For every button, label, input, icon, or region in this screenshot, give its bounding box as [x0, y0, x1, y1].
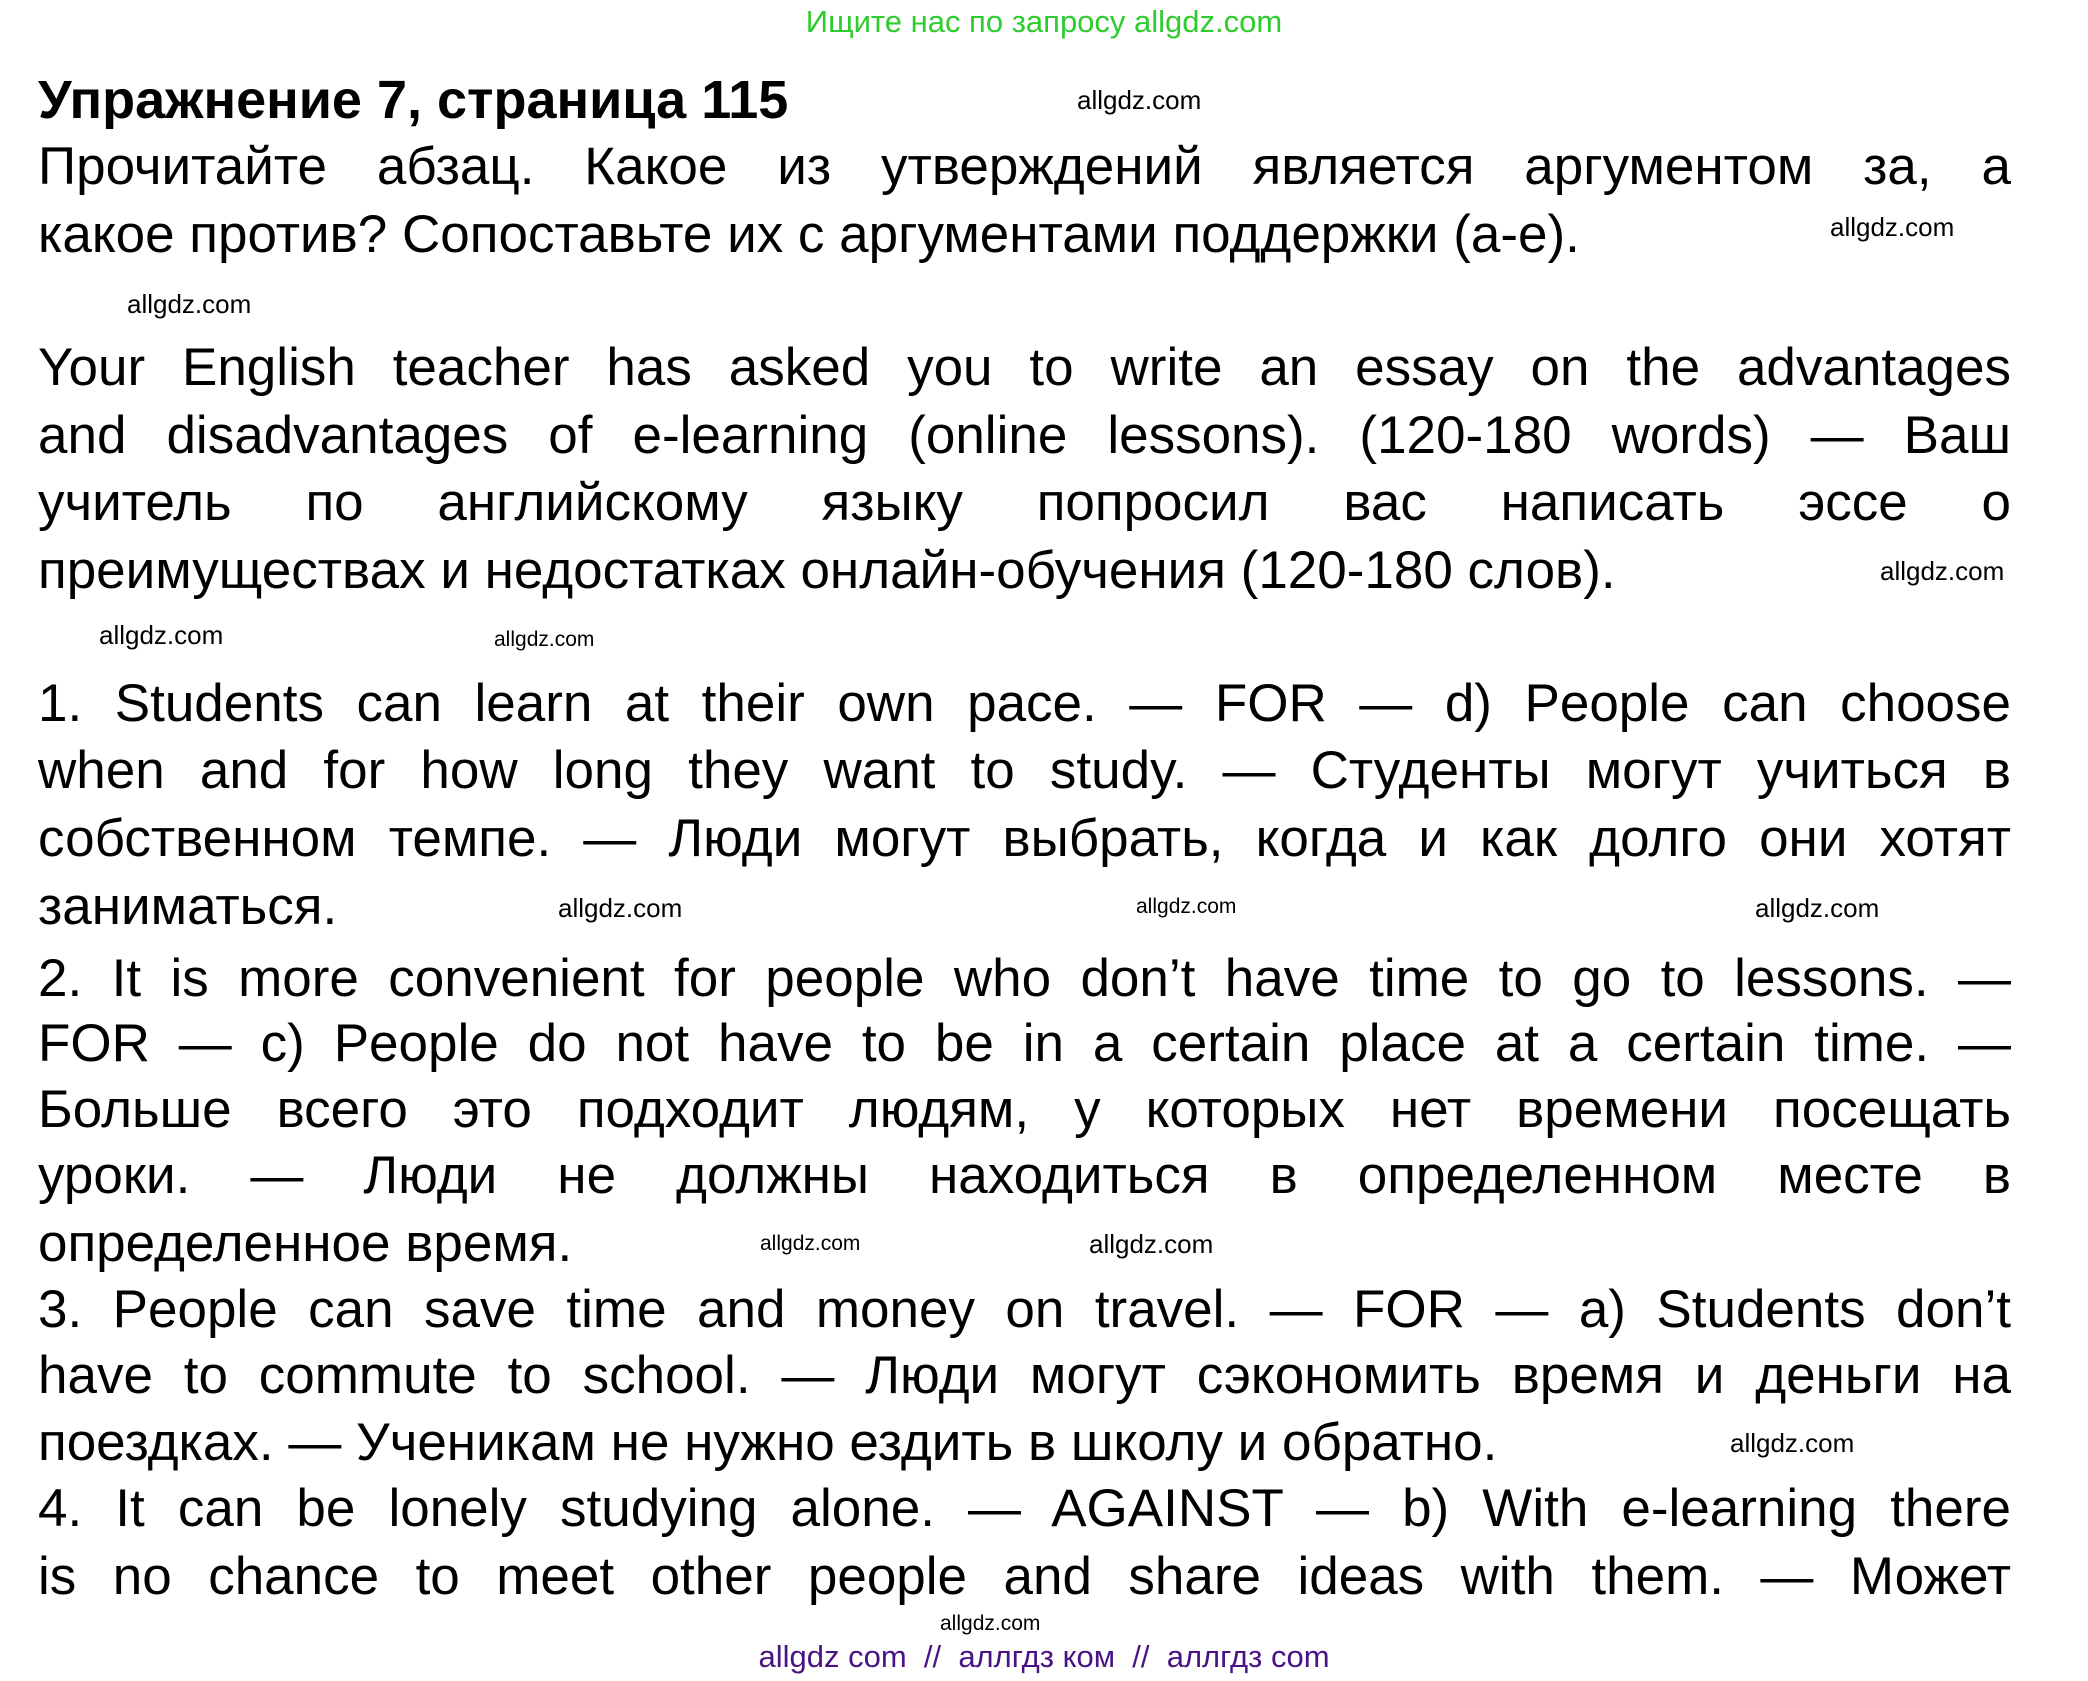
- answer-line: 4. It can be lonely studying alone. — AGAINST — b) With e-learning there: [38, 1479, 2011, 1538]
- instruction-line: какое против? Сопоставьте их с аргументами поддержки (a-e).: [38, 205, 1580, 264]
- answer-line: собственном темпе. — Люди могут выбрать, когда и как долго они хотят: [38, 809, 2011, 868]
- answer-line: поездках. — Ученикам не нужно ездить в школу и обратно.: [38, 1413, 1498, 1472]
- exercise-title: Упражнение 7, страница 115: [38, 70, 789, 130]
- watermark: allgdz.com: [1136, 895, 1237, 918]
- answer-line: заниматься.: [38, 877, 338, 936]
- answer-line: have to commute to school. — Люди могут сэкономить время и деньги на: [38, 1346, 2011, 1405]
- task-line: учитель по английскому языку попросил вас написать эссе о: [38, 473, 2011, 532]
- answer-line: Больше всего это подходит людям, у которых нет времени посещать: [38, 1080, 2011, 1139]
- watermark: allgdz.com: [1880, 556, 2005, 586]
- watermark: allgdz.com: [1077, 85, 1202, 115]
- task-line: Your English teacher has asked you to write an essay on the advantages: [38, 338, 2011, 397]
- watermark: allgdz.com: [1730, 1428, 1855, 1458]
- answer-line: 1. Students can learn at their own pace. — FOR — d) People can choose: [38, 674, 2011, 733]
- watermark: allgdz.com: [1830, 212, 1955, 242]
- answer-line: FOR — c) People do not have to be in a certain place at a certain time. —: [38, 1014, 2011, 1073]
- watermark: allgdz.com: [99, 620, 224, 650]
- answer-line: 2. It is more convenient for people who don’t have time to go to lessons. —: [38, 949, 2011, 1008]
- answer-line: is no chance to meet other people and share ideas with them. — Может: [38, 1547, 2011, 1606]
- search-banner: Ищите нас по запросу allgdz.com: [805, 4, 1283, 39]
- answer-line: when and for how long they want to study. — Студенты могут учиться в: [38, 741, 2011, 800]
- watermark: allgdz.com: [940, 1612, 1041, 1635]
- answer-line: уроки. — Люди не должны находиться в определенном месте в: [38, 1146, 2011, 1205]
- answer-line: 3. People can save time and money on travel. — FOR — a) Students don’t: [38, 1280, 2011, 1339]
- instruction-line: Прочитайте абзац. Какое из утверждений является аргументом за, а: [38, 137, 2011, 196]
- watermark: allgdz.com: [1755, 893, 1880, 923]
- watermark: allgdz.com: [127, 289, 252, 319]
- task-line: and disadvantages of e-learning (online lessons). (120-180 words) — Ваш: [38, 406, 2011, 465]
- task-line: преимуществах и недостатках онлайн-обучения (120-180 слов).: [38, 541, 1616, 600]
- watermark: allgdz.com: [1089, 1229, 1214, 1259]
- answer-line: определенное время.: [38, 1214, 573, 1273]
- watermark: allgdz.com: [494, 628, 595, 651]
- watermark: allgdz.com: [558, 893, 683, 923]
- watermark: allgdz.com: [760, 1232, 861, 1255]
- footer-links: allgdz com // аллгдз ком // аллгдз com: [758, 1639, 1330, 1674]
